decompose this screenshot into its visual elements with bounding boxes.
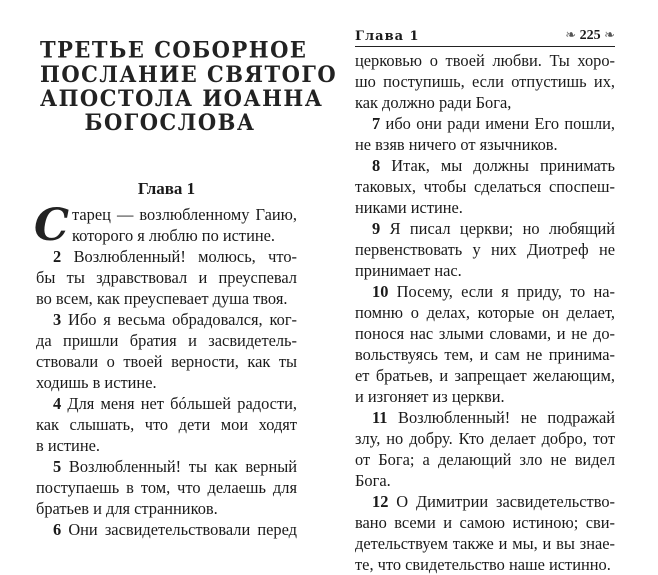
line-text: ибо они ради имени Его пошли, xyxy=(380,114,615,133)
text-line xyxy=(36,435,297,456)
text-line xyxy=(355,449,615,470)
line-text: и изгоняет из церкви. xyxy=(355,387,505,406)
text-line xyxy=(36,456,297,477)
line-text: да пришли братия и засвидетель- xyxy=(36,331,297,350)
line-text: тарец — возлюбленному Гаию, xyxy=(72,205,297,224)
line-text: помню о делах, которые он делает, xyxy=(355,303,615,322)
left-body-text xyxy=(34,200,297,540)
ornament-icon: ❧ xyxy=(565,27,577,42)
line-text: никами истине. xyxy=(355,198,463,217)
text-line xyxy=(355,428,615,449)
text-line xyxy=(355,92,615,113)
line-text: Возлюбленный! не подражай xyxy=(387,408,615,427)
line-text: вано всеми и самою истиною; сви- xyxy=(355,513,615,532)
title-line: БОГОСЛОВА xyxy=(84,109,256,136)
running-head: Глава 1 xyxy=(355,29,420,44)
chapter-heading: Глава 1 xyxy=(137,179,196,198)
verse-number: 12 xyxy=(372,492,389,511)
verse-number: 5 xyxy=(53,457,62,476)
page-number: 225 xyxy=(579,28,601,43)
text-line xyxy=(36,225,297,246)
line-text: Я писал церкви; но любящий xyxy=(380,219,615,238)
title-line: ТРЕТЬЕ СОБОРНОЕ xyxy=(40,36,308,63)
verse-number: 6 xyxy=(53,520,62,539)
line-text: от Бога; а делающий зло не видел xyxy=(355,450,615,469)
text-line xyxy=(355,239,615,260)
text-line xyxy=(36,351,297,372)
line-text: О Димитрии засвидетельство- xyxy=(388,492,615,511)
left-page xyxy=(0,0,338,540)
line-text: вольствуясь тем, и сам не принима- xyxy=(355,345,615,364)
line-text: Возлюбленный! ты как верный xyxy=(61,457,297,476)
text-line xyxy=(355,176,615,197)
line-text: первенствовать у них Диотреф не xyxy=(355,240,615,259)
drop-cap: С xyxy=(34,200,70,251)
text-line xyxy=(355,197,615,218)
text-line xyxy=(36,519,297,540)
text-line xyxy=(36,267,297,288)
line-text: ет братьев, и запрещает желающим, xyxy=(355,366,615,385)
line-text: бы ты здравствовал и преуспевал xyxy=(36,268,297,287)
verse-number: 4 xyxy=(53,394,62,413)
text-line xyxy=(36,330,297,351)
verse-number: 7 xyxy=(372,114,381,133)
text-line xyxy=(36,498,297,519)
text-line xyxy=(355,134,615,155)
line-text: Для меня нет бóльшей радости, xyxy=(61,394,297,413)
verse-number: 8 xyxy=(372,156,381,175)
line-text: как слышать, что дети мои ходят xyxy=(36,415,297,434)
text-line xyxy=(36,414,297,435)
text-line xyxy=(355,554,615,575)
line-text: Итак, мы должны принимать xyxy=(380,156,615,175)
text-line xyxy=(355,281,615,302)
text-line xyxy=(355,50,615,71)
verse-number: 9 xyxy=(372,219,381,238)
text-line xyxy=(355,344,615,365)
text-line xyxy=(36,393,297,414)
text-line xyxy=(355,260,615,281)
line-text: церковью о твоей любви. Ты хоро- xyxy=(355,51,615,70)
text-line xyxy=(355,71,615,92)
verse-number: 11 xyxy=(372,408,388,427)
line-text: шо поступишь, если отпустишь их, xyxy=(355,72,615,91)
line-text: Бога. xyxy=(355,471,391,490)
line-text: таковых, чтобы сделаться споспеш- xyxy=(355,177,615,196)
line-text: ствовали о твоей верности, как ты xyxy=(36,352,297,371)
line-text: Они засвидетельствовали перед xyxy=(61,520,297,539)
line-text: те, что свидетельство наше истинно. xyxy=(355,555,611,574)
text-line xyxy=(36,309,297,330)
line-text: как должно ради Бога, xyxy=(355,93,512,112)
right-page xyxy=(329,0,658,574)
text-line xyxy=(355,113,615,134)
line-text: злу, но добру. Кто делает добро, тот xyxy=(355,429,615,448)
verse-number: 3 xyxy=(53,310,62,329)
line-text: Возлюбленный! молюсь, что- xyxy=(61,247,297,266)
text-line xyxy=(36,372,297,393)
line-text: Ибо я весьма обрадовался, ког- xyxy=(61,310,297,329)
line-text: понося нас злыми словами, и не до- xyxy=(355,324,615,343)
line-text: в истине. xyxy=(36,436,100,455)
text-line xyxy=(355,302,615,323)
title-line: АПОСТОЛА ИОАННА xyxy=(40,84,324,112)
text-line xyxy=(36,246,297,267)
line-text: ходишь в истине. xyxy=(36,373,157,392)
text-line xyxy=(355,155,615,176)
ornament-icon: ❧ xyxy=(604,27,615,42)
right-body-text xyxy=(355,50,615,575)
line-text: принимает нас. xyxy=(355,261,462,280)
text-line xyxy=(355,470,615,491)
page-number-block xyxy=(565,27,615,44)
line-text: братьев и для странников. xyxy=(36,499,218,518)
verse-number: 2 xyxy=(53,247,62,266)
text-line xyxy=(355,386,615,407)
text-line xyxy=(355,407,615,428)
line-text: поступаешь в том, что делаешь для xyxy=(36,478,297,497)
text-line xyxy=(355,512,615,533)
line-text: не взяв ничего от язычников. xyxy=(355,135,558,154)
text-line xyxy=(36,477,297,498)
text-line xyxy=(355,365,615,386)
line-text: Посему, если я приду, то на- xyxy=(388,282,615,301)
text-line xyxy=(355,218,615,239)
text-line xyxy=(36,288,297,309)
verse-number: 10 xyxy=(372,282,389,301)
title-line: ПОСЛАНИЕ СВЯТОГО xyxy=(40,60,338,88)
epistle-title xyxy=(40,36,338,136)
text-line xyxy=(355,323,615,344)
text-line xyxy=(355,533,615,554)
text-line xyxy=(355,491,615,512)
text-line xyxy=(36,204,297,225)
line-text: во всем, как преуспевает душа твоя. xyxy=(36,289,288,308)
line-text: детельствуем также и мы, и вы знае- xyxy=(355,534,615,553)
running-header xyxy=(355,26,615,47)
line-text: которого я люблю по истине. xyxy=(72,226,275,245)
